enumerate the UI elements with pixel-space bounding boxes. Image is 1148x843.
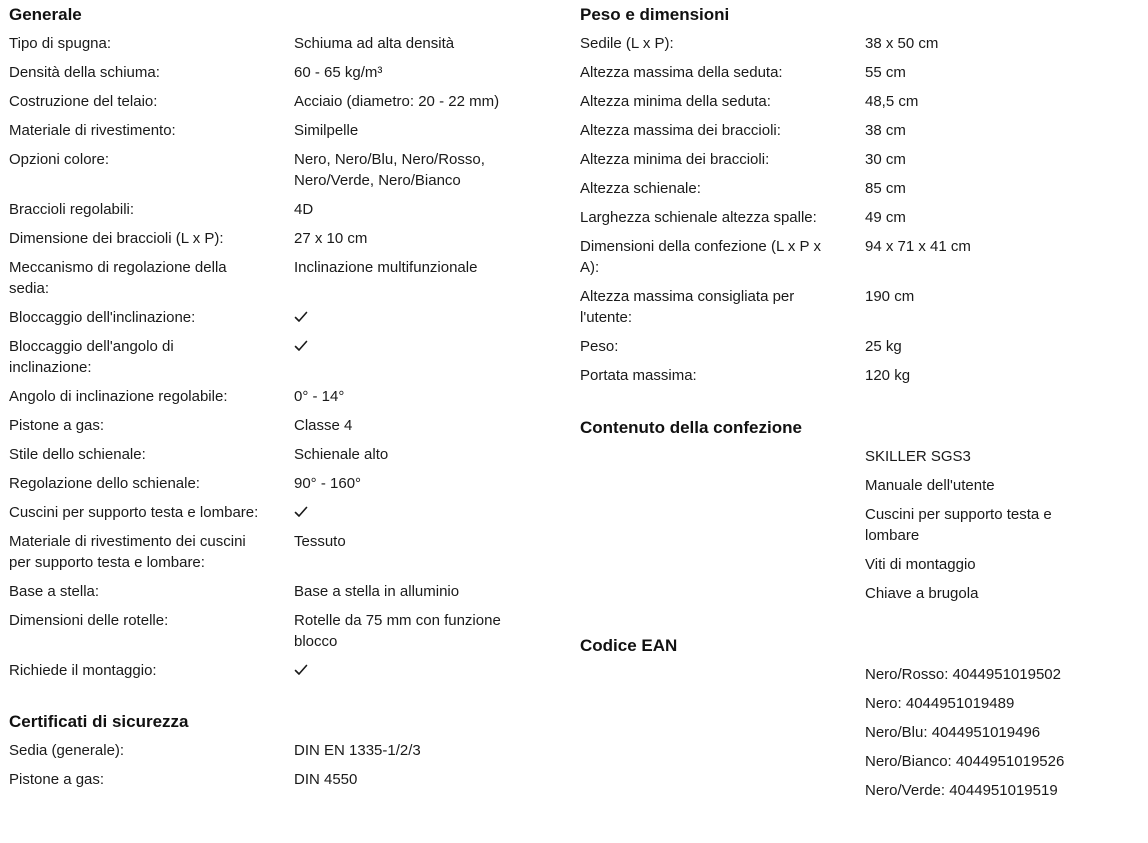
- spec-row: [9, 769, 549, 798]
- spec-label: Stile dello schienale:: [9, 446, 146, 463]
- spec-row: [580, 286, 1120, 336]
- spec-label: Sedia (generale):: [9, 742, 125, 759]
- spec-label: Altezza schienale:: [580, 180, 701, 197]
- spec-row: [580, 178, 1120, 207]
- spec-label: Materiale di rivestimento:: [9, 122, 176, 139]
- list-item: [580, 446, 1085, 475]
- spec-label: Sedile (L x P):: [580, 35, 674, 52]
- section-ean: [580, 635, 1120, 809]
- spec-value: [294, 660, 534, 681]
- list-item: [580, 583, 1085, 612]
- spec-label: Angolo di inclinazione regolabile:: [9, 388, 228, 405]
- check-icon: [294, 309, 308, 325]
- spec-value: 60 - 65 kg/m³: [294, 64, 383, 81]
- spec-label: Bloccaggio dell'inclinazione:: [9, 309, 196, 326]
- list-item: [580, 554, 1085, 583]
- spec-label: Peso:: [580, 338, 619, 355]
- spec-value: Inclinazione multifunzionale: [294, 259, 478, 276]
- spec-label: Portata massima:: [580, 367, 697, 384]
- spec-row: [9, 581, 549, 610]
- spec-value: Similpelle: [294, 122, 359, 139]
- list-item-text: Viti di montaggio: [865, 556, 976, 573]
- list-item: [580, 504, 1085, 554]
- spec-row: [9, 91, 549, 120]
- spec-label: Braccioli regolabili:: [9, 201, 135, 218]
- spec-table-certificati: [9, 740, 549, 798]
- spec-row: [580, 236, 1120, 286]
- spec-label: Altezza massima consigliata per l'utente:: [580, 288, 795, 326]
- spec-table-generale: [9, 33, 549, 689]
- spec-label: Cuscini per supporto testa e lombare:: [9, 504, 259, 521]
- list-item-text: SKILLER SGS3: [865, 448, 971, 465]
- spec-label: Dimensioni della confezione (L x P x A):: [580, 238, 821, 276]
- spec-value: 30 cm: [865, 151, 906, 168]
- spec-row: [580, 120, 1120, 149]
- spec-label: Bloccaggio dell'angolo di inclinazione:: [9, 338, 174, 376]
- spec-label: Costruzione del telaio:: [9, 93, 158, 110]
- list-item-text: Cuscini per supporto testa e lombare: [865, 506, 1052, 544]
- spec-label: Opzioni colore:: [9, 151, 110, 168]
- spec-row: [9, 199, 549, 228]
- spec-value: 0° - 14°: [294, 388, 345, 405]
- spec-row: [9, 415, 549, 444]
- spec-row: [9, 502, 549, 531]
- spec-value: 90° - 160°: [294, 475, 362, 492]
- spec-label: Altezza massima dei braccioli:: [580, 122, 781, 139]
- section-title: Peso e dimensioni: [580, 5, 730, 24]
- spec-value: [294, 336, 534, 378]
- spec-row: [9, 149, 549, 199]
- spec-row: [9, 444, 549, 473]
- spec-row: [9, 120, 549, 149]
- section-generale: [9, 4, 549, 689]
- spec-value: 190 cm: [865, 288, 915, 305]
- spec-value: [294, 502, 534, 523]
- spec-row: [9, 257, 549, 307]
- check-icon: [294, 504, 308, 520]
- spec-row: [9, 228, 549, 257]
- spec-label: Tipo di spugna:: [9, 35, 112, 52]
- spec-label: Dimensione dei braccioli (L x P):: [9, 230, 224, 247]
- spec-row: [580, 62, 1120, 91]
- spec-value: Rotelle da 75 mm con funzione blocco: [294, 612, 501, 650]
- spec-label: Densità della schiuma:: [9, 64, 160, 81]
- spec-label: Dimensioni delle rotelle:: [9, 612, 169, 629]
- spec-value: [294, 307, 534, 328]
- spec-label: Regolazione dello schienale:: [9, 475, 200, 492]
- list-item: [580, 780, 1085, 809]
- spec-label: Meccanismo di regolazione della sedia:: [9, 259, 227, 297]
- list-item-text: Manuale dell'utente: [865, 477, 995, 494]
- spec-row: [9, 336, 549, 386]
- spec-value: Classe 4: [294, 417, 353, 434]
- spec-value: DIN 4550: [294, 771, 358, 788]
- spec-label: Pistone a gas:: [9, 417, 105, 434]
- list-item: [580, 722, 1085, 751]
- spec-row: [9, 62, 549, 91]
- spec-row: [9, 473, 549, 502]
- spec-label: Materiale di rivestimento dei cuscini per supporto testa e lombare:: [9, 533, 246, 571]
- spec-value: 38 x 50 cm: [865, 35, 939, 52]
- list-item-text: Chiave a brugola: [865, 585, 979, 602]
- spec-label: Altezza minima dei braccioli:: [580, 151, 770, 168]
- section-title: Generale: [9, 5, 82, 24]
- spec-row: [9, 307, 549, 336]
- ean-list: [580, 664, 1120, 809]
- spec-label: Altezza minima della seduta:: [580, 93, 771, 110]
- spec-value: 48,5 cm: [865, 93, 919, 110]
- spec-label: Pistone a gas:: [9, 771, 105, 788]
- spec-label: Base a stella:: [9, 583, 100, 600]
- spec-row: [580, 33, 1120, 62]
- section-title: Codice EAN: [580, 636, 678, 655]
- section-certificati: [9, 711, 549, 798]
- spec-value: 4D: [294, 201, 314, 218]
- right-column: [580, 4, 1120, 809]
- check-icon: [294, 338, 308, 354]
- spec-value: 27 x 10 cm: [294, 230, 368, 247]
- spec-value: DIN EN 1335-1/2/3: [294, 742, 421, 759]
- spec-value: Base a stella in alluminio: [294, 583, 460, 600]
- list-item-text: Nero/Verde: 4044951019519: [865, 782, 1058, 799]
- list-item: [580, 664, 1085, 693]
- spec-value: Acciaio (diametro: 20 - 22 mm): [294, 93, 500, 110]
- spec-value: Nero, Nero/Blu, Nero/Rosso, Nero/Verde, Nero/Bianco: [294, 151, 485, 189]
- spec-value: Schienale alto: [294, 446, 389, 463]
- list-item: [580, 751, 1085, 780]
- list-item-text: Nero/Bianco: 4044951019526: [865, 753, 1065, 770]
- left-column: [9, 4, 549, 798]
- spec-row: [580, 207, 1120, 236]
- spec-row: [580, 149, 1120, 178]
- spec-row: [580, 336, 1120, 365]
- spec-row: [9, 386, 549, 415]
- spec-row: [9, 660, 549, 689]
- spec-value: 85 cm: [865, 180, 906, 197]
- spec-value: 94 x 71 x 41 cm: [865, 238, 971, 255]
- spec-value: Tessuto: [294, 533, 346, 550]
- spec-row: [9, 610, 549, 660]
- spec-label: Altezza massima della seduta:: [580, 64, 783, 81]
- spec-value: 38 cm: [865, 122, 906, 139]
- spec-value: 120 kg: [865, 367, 911, 384]
- list-item: [580, 693, 1085, 722]
- spec-value: 55 cm: [865, 64, 906, 81]
- list-item: [580, 475, 1085, 504]
- spec-value: 49 cm: [865, 209, 906, 226]
- spec-row: [9, 531, 549, 581]
- section-contenuto: [580, 417, 1120, 612]
- check-icon: [294, 662, 308, 678]
- spec-label: Richiede il montaggio:: [9, 662, 157, 679]
- contents-list: [580, 446, 1120, 612]
- section-title: Contenuto della confezione: [580, 418, 802, 437]
- spec-value: Schiuma ad alta densità: [294, 35, 455, 52]
- list-item-text: Nero/Blu: 4044951019496: [865, 724, 1041, 741]
- spec-row: [580, 91, 1120, 120]
- list-item-text: Nero/Rosso: 4044951019502: [865, 666, 1061, 683]
- list-item-text: Nero: 4044951019489: [865, 695, 1015, 712]
- spec-row: [580, 365, 1120, 394]
- section-peso-dimensioni: [580, 4, 1120, 394]
- spec-value: 25 kg: [865, 338, 902, 355]
- spec-row: [9, 33, 549, 62]
- spec-label: Larghezza schienale altezza spalle:: [580, 209, 817, 226]
- spec-table-peso: [580, 33, 1120, 394]
- section-title: Certificati di sicurezza: [9, 712, 189, 731]
- spec-row: [9, 740, 549, 769]
